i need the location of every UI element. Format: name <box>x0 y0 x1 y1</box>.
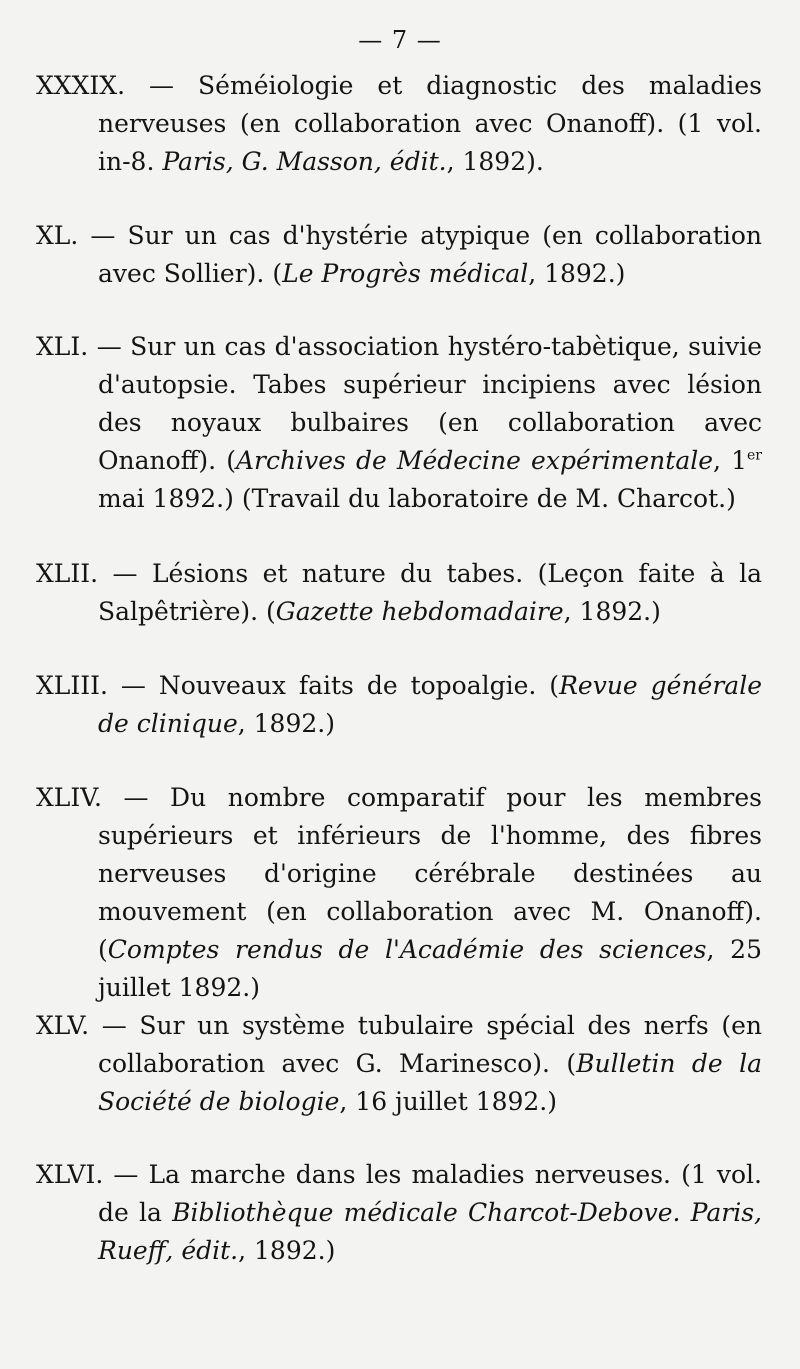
entry-source: Revue générale de clinique <box>98 671 762 738</box>
entry-text: — La marche dans les maladies nerveuses. (1 vol. de la <box>98 1160 762 1227</box>
entry-date: , 16 juillet 1892.) <box>339 1087 558 1116</box>
entry-date-prefix: , 1 <box>713 446 747 475</box>
entry-date: , 1892.) <box>528 259 626 288</box>
bibliography-entry-xxxix <box>36 67 762 181</box>
page-number: — 7 — <box>358 26 442 54</box>
entry-source: Bulletin de la Société de biologie <box>98 1049 762 1116</box>
entry-source: Comptes rendus de l'Académie des sciences <box>107 935 707 964</box>
bibliography-entry-xlii <box>36 555 762 631</box>
entry-text: — Nouveaux faits de topoalgie. ( <box>107 671 560 700</box>
entry-text: — Sur un cas d'hystérie atypique (en collaboration avec Sollier). ( <box>78 221 762 288</box>
entry-text: — Lésions et nature du tabes. (Leçon faite à la Salpêtrière). ( <box>98 559 762 626</box>
bibliography-entry-xliii <box>36 667 762 743</box>
bibliography-entry-xlv <box>36 1007 762 1121</box>
entry-date: , 1892.) <box>238 1236 336 1265</box>
entry-date: mai 1892.) (Travail du laboratoire de M. Charcot.) <box>98 484 736 513</box>
entry-source: Paris, G. Masson, édit. <box>162 147 447 176</box>
entry-number: XL. <box>36 221 79 250</box>
entry-number: XLI. <box>36 332 89 361</box>
entry-number: XLV. <box>36 1011 90 1040</box>
entry-date-superscript: er <box>747 447 762 464</box>
entry-text: — Sur un cas d'association hystéro-tabètique, suivie d'autopsie. Tabes supérieur incipiens avec lésion des noyaux bulbaires (en collaboration avec Onanoff). ( <box>88 332 762 475</box>
bibliography-entry-xli <box>36 328 762 518</box>
entry-number: XLIII. <box>36 671 108 700</box>
entry-source: Archives de Médecine expérimentale <box>235 446 714 475</box>
entry-date: , 1892.) <box>237 709 335 738</box>
entry-number: XLVI. <box>36 1160 104 1189</box>
entry-source: Gazette hebdomadaire <box>275 597 564 626</box>
entry-number: XLIV. <box>36 783 102 812</box>
entry-text: — Séméiologie et diagnostic des maladies nerveuses (en collaboration avec Onanoff). (1 vol. in-8. <box>98 71 762 176</box>
bibliography-entry-xl <box>36 217 762 293</box>
entry-source: Le Progrès médical <box>282 259 529 288</box>
entry-date: , 1892). <box>446 147 544 176</box>
entry-date: , 1892.) <box>563 597 661 626</box>
bibliography-entry-xliv <box>36 779 762 1007</box>
entry-date: , 25 juillet 1892.) <box>98 935 762 1002</box>
bibliography-entry-xlvi <box>36 1156 762 1270</box>
entry-source: Bibliothèque médicale Charcot-Debove. Paris, Rueff, édit. <box>98 1198 762 1265</box>
entry-text: — Sur un système tubulaire spécial des nerfs (en collaboration avec G. Marinesco). ( <box>89 1011 762 1078</box>
entry-number: XLII. <box>36 559 99 588</box>
entry-number: XXXIX. <box>36 71 126 100</box>
entry-text: — Du nombre comparatif pour les membres supérieurs et inférieurs de l'homme, des fibres nerveuses d'origine cérébrale destinées au mouvement (en collaboration avec M. Onanoff). ( <box>98 783 762 964</box>
